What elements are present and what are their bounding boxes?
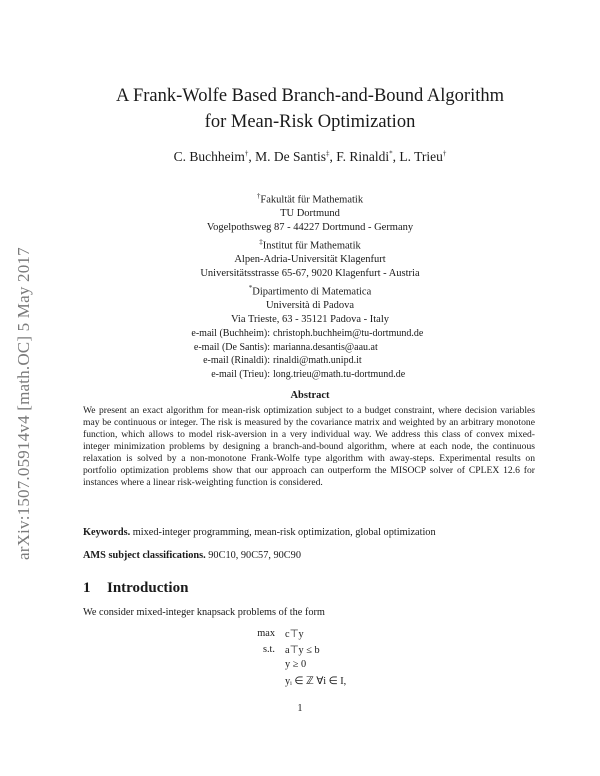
author-mark: † — [442, 149, 447, 158]
section-number: 1 — [83, 580, 91, 596]
affiliation-line: Università di Padova — [265, 300, 355, 311]
affiliation-line: Vogelpothsweg 87 - 44227 Dortmund - Germany — [206, 221, 414, 233]
affiliation-line: Via Trieste, 63 - 35121 Padova - Italy — [230, 313, 390, 325]
email-address[interactable]: marianna.desantis@aau.at — [273, 341, 378, 353]
ams-text: 90C10, 90C57, 90C90 — [208, 550, 301, 561]
author-name: F. Rinaldi — [336, 149, 390, 164]
keywords-text: mixed-integer programming, mean-risk optimization, global optimization — [132, 527, 436, 538]
affiliation-line: Alpen-Adria-Universität Klagenfurt — [234, 254, 386, 265]
affiliation-mark: * — [248, 284, 253, 292]
affiliation-line: Dipartimento di Matematica — [252, 286, 372, 298]
email-row — [60, 327, 560, 341]
paper-title-line-2: for Mean-Risk Optimization — [204, 112, 416, 132]
email-label: e-mail (Buchheim): — [191, 328, 270, 339]
problem-expression: y ≥ 0 — [285, 659, 307, 670]
affiliation-line: Universitätsstrasse 65-67, 9020 Klagenfurt - Austria — [200, 267, 420, 279]
email-address[interactable]: long.trieu@math.tu-dortmund.de — [273, 368, 406, 380]
section-heading — [83, 580, 188, 597]
ams-classifications — [83, 550, 535, 561]
affiliation-dortmund — [60, 190, 560, 234]
affiliation-line: TU Dortmund — [280, 208, 340, 219]
author-mark: ‡ — [325, 149, 330, 158]
keywords — [83, 527, 535, 538]
intro-paragraph: We consider mixed-integer knapsack problems of the form — [83, 607, 325, 618]
email-row — [60, 354, 560, 368]
affiliation-klagenfurt — [60, 236, 560, 280]
affiliation-line: Fakultät für Mathematik — [260, 194, 364, 206]
ams-label: AMS subject classifications. — [83, 550, 206, 561]
email-list — [60, 327, 560, 381]
author-separator: , — [392, 149, 400, 164]
author-name: L. Trieu — [399, 149, 443, 164]
email-label: e-mail (Trieu): — [211, 368, 270, 380]
abstract-text: We present an exact algorithm for mean-risk optimization subject to a budget constraint, where decision variables may be continuous or integer. The risk is measured by the covariance matrix and weighted by an arbitrary monotone function, which allows to model risk-aversion in a very individual way. We address this class of convex mixed-integer minimization problems by designing a branch-and-bound algorithm, where at each node, the continuous relaxation is solved by a non-monotone Frank-Wolfe type algorithm with away-steps. Experimental results on portfolio optimization problems show that our approach can outperform the MISOCP solver of CPLEX 12.6 for instances where a linear risk-weighting function is considered. — [83, 405, 535, 488]
problem-expression: yᵢ ∈ ℤ ∀i ∈ I, — [285, 675, 347, 687]
author-mark: † — [244, 149, 249, 158]
abstract-heading: Abstract — [290, 390, 330, 401]
problem-operator: s.t. — [262, 643, 275, 655]
email-address[interactable]: rinaldi@math.unipd.it — [273, 355, 362, 366]
author-list — [60, 149, 560, 165]
author-separator: , — [248, 149, 256, 164]
problem-operator: max — [257, 628, 275, 639]
author-name: M. De Santis — [255, 149, 326, 164]
section-title: Introduction — [107, 580, 189, 596]
problem-expression: c⊤y — [285, 629, 304, 640]
problem-expression: a⊤y ≤ b — [285, 644, 320, 656]
email-label: e-mail (De Santis): — [193, 341, 270, 353]
affiliation-line: Institut für Mathematik — [262, 240, 361, 252]
arxiv-identifier: arXiv:1507.05914v4 [math.OC] 5 May 2017 — [14, 247, 33, 560]
affiliation-mark: † — [256, 192, 261, 200]
affiliation-padova — [60, 282, 560, 326]
author-mark: * — [389, 149, 393, 158]
paper-title-line-1: A Frank-Wolfe Based Branch-and-Bound Algorithm — [116, 86, 504, 106]
email-row — [60, 368, 560, 382]
keywords-label: Keywords. — [83, 527, 131, 538]
email-row — [60, 341, 560, 355]
page-number: 1 — [297, 703, 303, 714]
author-separator: , — [329, 149, 337, 164]
author-name: C. Buchheim — [173, 149, 245, 164]
affiliation-mark: ‡ — [259, 238, 263, 246]
email-address[interactable]: christoph.buchheim@tu-dortmund.de — [273, 328, 424, 339]
email-label: e-mail (Rinaldi): — [203, 355, 270, 366]
